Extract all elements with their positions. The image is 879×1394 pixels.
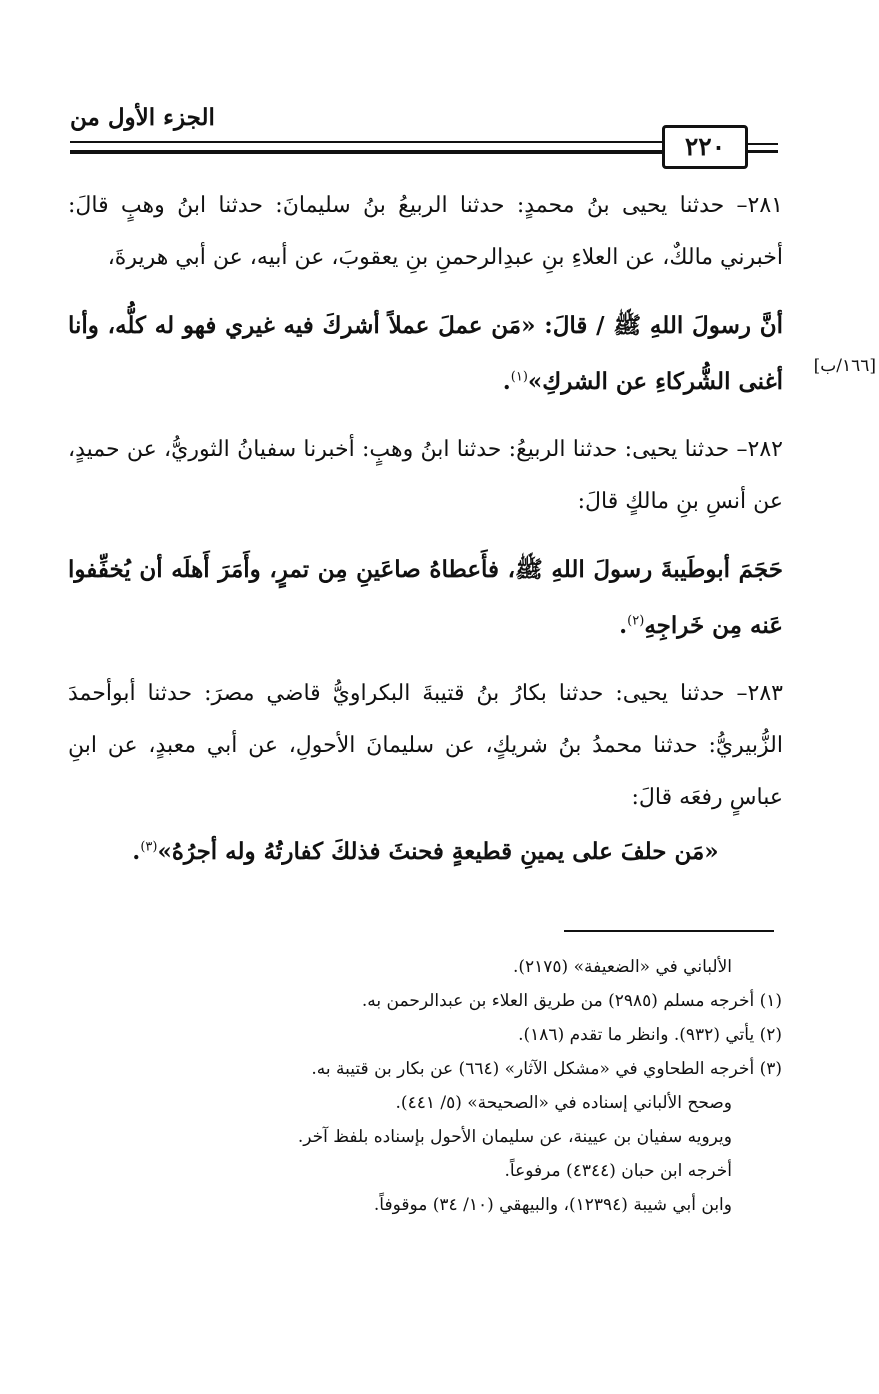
header-rule-right-top bbox=[748, 143, 778, 145]
running-title: الجزء الأول من bbox=[70, 104, 215, 131]
hadith-281-isnad: ٢٨١– حدثنا يحيى بنُ محمدٍ: حدثنا الربيعُ بنُ سليمانَ: حدثنا ابنُ وهبٍ قالَ: أخبرني مالكٌ، عن العلاءِ بنِ عبدِالرحمنِ بنِ يعقوبَ، عن أبيه، عن أبي هريرةَ، bbox=[68, 193, 783, 270]
footnote-2: (٢) يأتي (٩٣٢). وانظر ما تقدم (١٨٦). bbox=[518, 1025, 782, 1045]
manuscript-folio-note: [١٦٦/ب] bbox=[813, 356, 876, 376]
footnote-3-line-2: وصحح الألباني إسناده في «الصحيحة» (٥/ ٤٤١). bbox=[395, 1093, 732, 1113]
header-rule-top bbox=[70, 141, 665, 143]
page-number: ٢٢٠ bbox=[662, 125, 748, 169]
footnote-ref-2: (٢) bbox=[627, 613, 645, 629]
matn-text: حَجَمَ أبوطَيبةَ رسولَ اللهِ ﷺ، فأَعطاهُ صاعَينِ مِن تمرٍ، وأَمَرَ أَهلَه أن يُخفِّفوا عَنه مِن خَراجِهِ bbox=[68, 556, 783, 639]
footnotes bbox=[150, 950, 782, 1222]
footnote-1: (١) أخرجه مسلم (٢٩٨٥) من طريق العلاء بن عبدالرحمن به. bbox=[361, 991, 782, 1011]
hadith-282-matn bbox=[68, 542, 783, 654]
hadith-281-matn bbox=[68, 298, 783, 410]
footnote-separator bbox=[564, 930, 774, 932]
hadith-283-isnad: ٢٨٣– حدثنا يحيى: حدثنا بكارُ بنُ قتيبةَ البكراويُّ قاضي مصرَ: حدثنا أبوأحمدَ الزُّبيريُّ: حدثنا محمدُ بنُ شريكٍ، عن سليمانَ الأحولِ، عن أبي معبدٍ، عن ابنِ عباسٍ رفعَه قالَ: bbox=[68, 681, 783, 810]
header-rule-bottom bbox=[70, 150, 665, 154]
header-rule-right-bottom bbox=[748, 150, 778, 153]
matn-text: «مَن حلفَ على يمينِ قطيعةٍ فحنثَ فذلكَ كفارتُهُ وله أجرُهُ» bbox=[157, 838, 719, 865]
matn-tail: . bbox=[502, 368, 511, 395]
matn-tail: . bbox=[132, 838, 141, 865]
matn-text: أنَّ رسولَ اللهِ ﷺ / قالَ: «مَن عملَ عملاً أشركَ فيه غيري فهو له كلُّه، وأنا أغنى الشُّركاءِ عن الشركِ» bbox=[68, 312, 783, 395]
footnote-continuation: الألباني في «الضعيفة» (٢١٧٥). bbox=[512, 957, 732, 977]
hadith-282-isnad: ٢٨٢– حدثنا يحيى: حدثنا الربيعُ: حدثنا ابنُ وهبٍ: أخبرنا سفيانُ الثوريُّ، عن حميدٍ، عن أنسِ بنِ مالكٍ قالَ: bbox=[68, 437, 783, 514]
main-text bbox=[68, 180, 783, 880]
footnote-3-line-3: ويرويه سفيان بن عيينة، عن سليمان الأحول بإسناده بلفظ آخر. bbox=[297, 1127, 732, 1147]
footnote-3: (٣) أخرجه الطحاوي في «مشكل الآثار» (٦٦٤) عن بكار بن قتيبة به. bbox=[311, 1059, 782, 1079]
footnote-ref-3: (٣) bbox=[140, 839, 158, 855]
footnote-3-line-4: أخرجه ابن حبان (٤٣٤٤) مرفوعاً. bbox=[504, 1161, 732, 1181]
footnote-ref-1: (١) bbox=[510, 369, 528, 385]
matn-tail: . bbox=[619, 612, 628, 639]
hadith-283-matn bbox=[68, 824, 783, 880]
footnote-3-line-5: وابن أبي شيبة (١٢٣٩٤)، والبيهقي (١٠/ ٣٤) موقوفاً. bbox=[373, 1195, 732, 1215]
